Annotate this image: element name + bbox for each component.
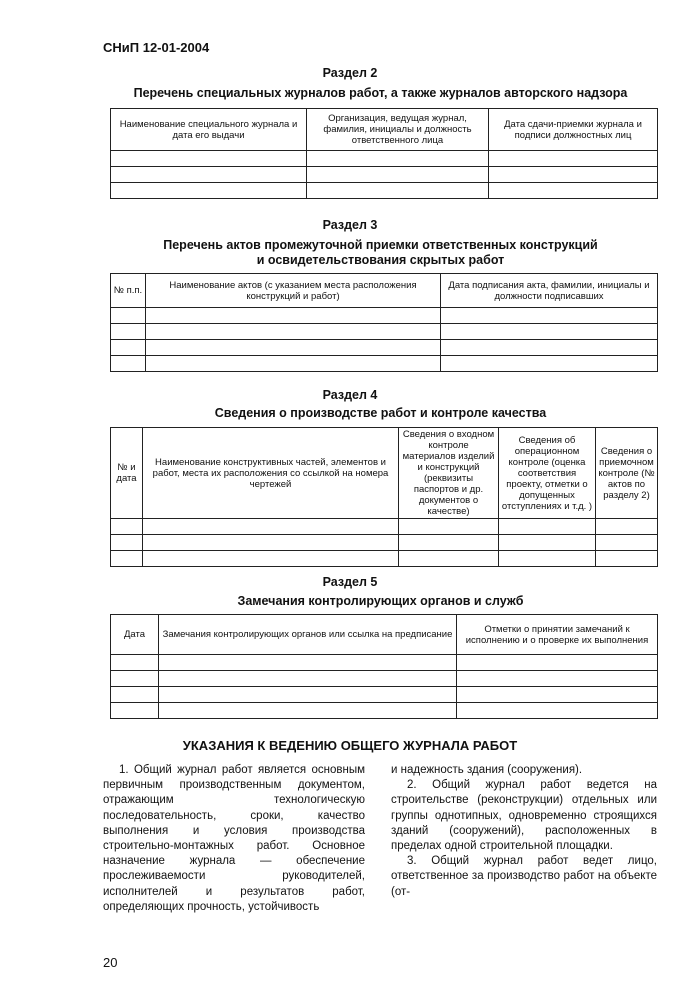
- section-4-subtitle: Сведения о производстве работ и контроле качества: [214, 406, 547, 420]
- column-header: Дата: [111, 615, 159, 655]
- column-header: Сведения о входном контроле материалов изделий и конструкций (реквизиты паспортов и др. документов о качестве): [399, 428, 499, 519]
- column-header: Наименование актов (с указанием места расположения конструкций и работ): [146, 274, 441, 308]
- column-header: Дата подписания акта, фамилии, инициалы и должности подписавших: [441, 274, 658, 308]
- page-number: 20: [103, 955, 118, 970]
- column-header: Наименование специального журнала и дата его выдачи: [111, 109, 307, 151]
- section-2-title: Раздел 2: [322, 66, 378, 80]
- table-row: [111, 687, 658, 703]
- table-row: [111, 356, 658, 372]
- section-5-subtitle: Замечания контролирующих органов и служб: [237, 594, 524, 608]
- instructions-right-column: [391, 763, 657, 900]
- column-header: № и дата: [111, 428, 143, 519]
- work-quality-table: [110, 427, 658, 567]
- document-header: СНиП 12-01-2004: [103, 40, 210, 55]
- table-row: [111, 183, 658, 199]
- column-header: Отметки о принятии замечаний к исполнению и о проверке их выполнения: [457, 615, 658, 655]
- instructions-paragraph: 1. Общий журнал работ является основным первичным производственным документом, отражающим технологическую последовательность, сроки, качество выполнения и условия производства строительно-монтажных работ. Основное назначение журнала — обеспечение прослеживаемости руководителей, исполнителей и результатов работ, определяющих прочность, устойчивость: [103, 764, 365, 913]
- table-row: [111, 324, 658, 340]
- section-5-title: Раздел 5: [322, 575, 378, 589]
- instructions-title: УКАЗАНИЯ К ВЕДЕНИЮ ОБЩЕГО ЖУРНАЛА РАБОТ: [182, 738, 518, 753]
- table-row: [111, 535, 658, 551]
- table-row: [111, 703, 658, 719]
- column-header: № п.п.: [111, 274, 146, 308]
- section-2-subtitle: Перечень специальных журналов работ, а также журналов авторского надзора: [133, 86, 628, 100]
- table-row: [111, 655, 658, 671]
- section-3-title: Раздел 3: [322, 218, 378, 232]
- inspection-remarks-table: [110, 614, 658, 719]
- acceptance-acts-table: [110, 273, 658, 372]
- table-row: [111, 308, 658, 324]
- section-4-title: Раздел 4: [322, 388, 378, 402]
- table-row: [111, 340, 658, 356]
- table-row: [111, 151, 658, 167]
- table-row: [111, 551, 658, 567]
- instructions-paragraph: и надежность здания (сооружения).: [391, 764, 583, 776]
- table-row: [111, 519, 658, 535]
- column-header: Сведения о приемочном контроле (№ актов по разделу 2): [596, 428, 658, 519]
- column-header: Замечания контролирующих органов или ссылка на предписание: [159, 615, 457, 655]
- table-row: [111, 671, 658, 687]
- column-header: Дата сдачи-приемки журнала и подписи должностных лиц: [489, 109, 658, 151]
- instructions-paragraph: 2. Общий журнал работ ведется на строительстве (реконструкции) отдельных или группы однотипных, одновременно строящихся зданий (сооружений), расположенных в пределах одной строительной площадки.: [391, 779, 657, 853]
- special-journals-table: [110, 108, 658, 199]
- column-header: Сведения об операционном контроле (оценка соответствия проекту, отметки о допущенных отступлениях и т.д. ): [499, 428, 596, 519]
- table-row: [111, 167, 658, 183]
- section-3-subtitle-line1: Перечень актов промежуточной приемки ответственных конструкций: [163, 238, 598, 252]
- column-header: Организация, ведущая журнал, фамилия, инициалы и должность ответственного лица: [307, 109, 489, 151]
- column-header: Наименование конструктивных частей, элементов и работ, места их расположения со ссылкой на номера чертежей: [143, 428, 399, 519]
- section-3-subtitle-line2: и освидетельствования скрытых работ: [256, 253, 505, 267]
- instructions-paragraph: 3. Общий журнал работ ведет лицо, ответственное за производство работ на объекте (от-: [391, 855, 657, 898]
- instructions-left-column: [103, 763, 365, 915]
